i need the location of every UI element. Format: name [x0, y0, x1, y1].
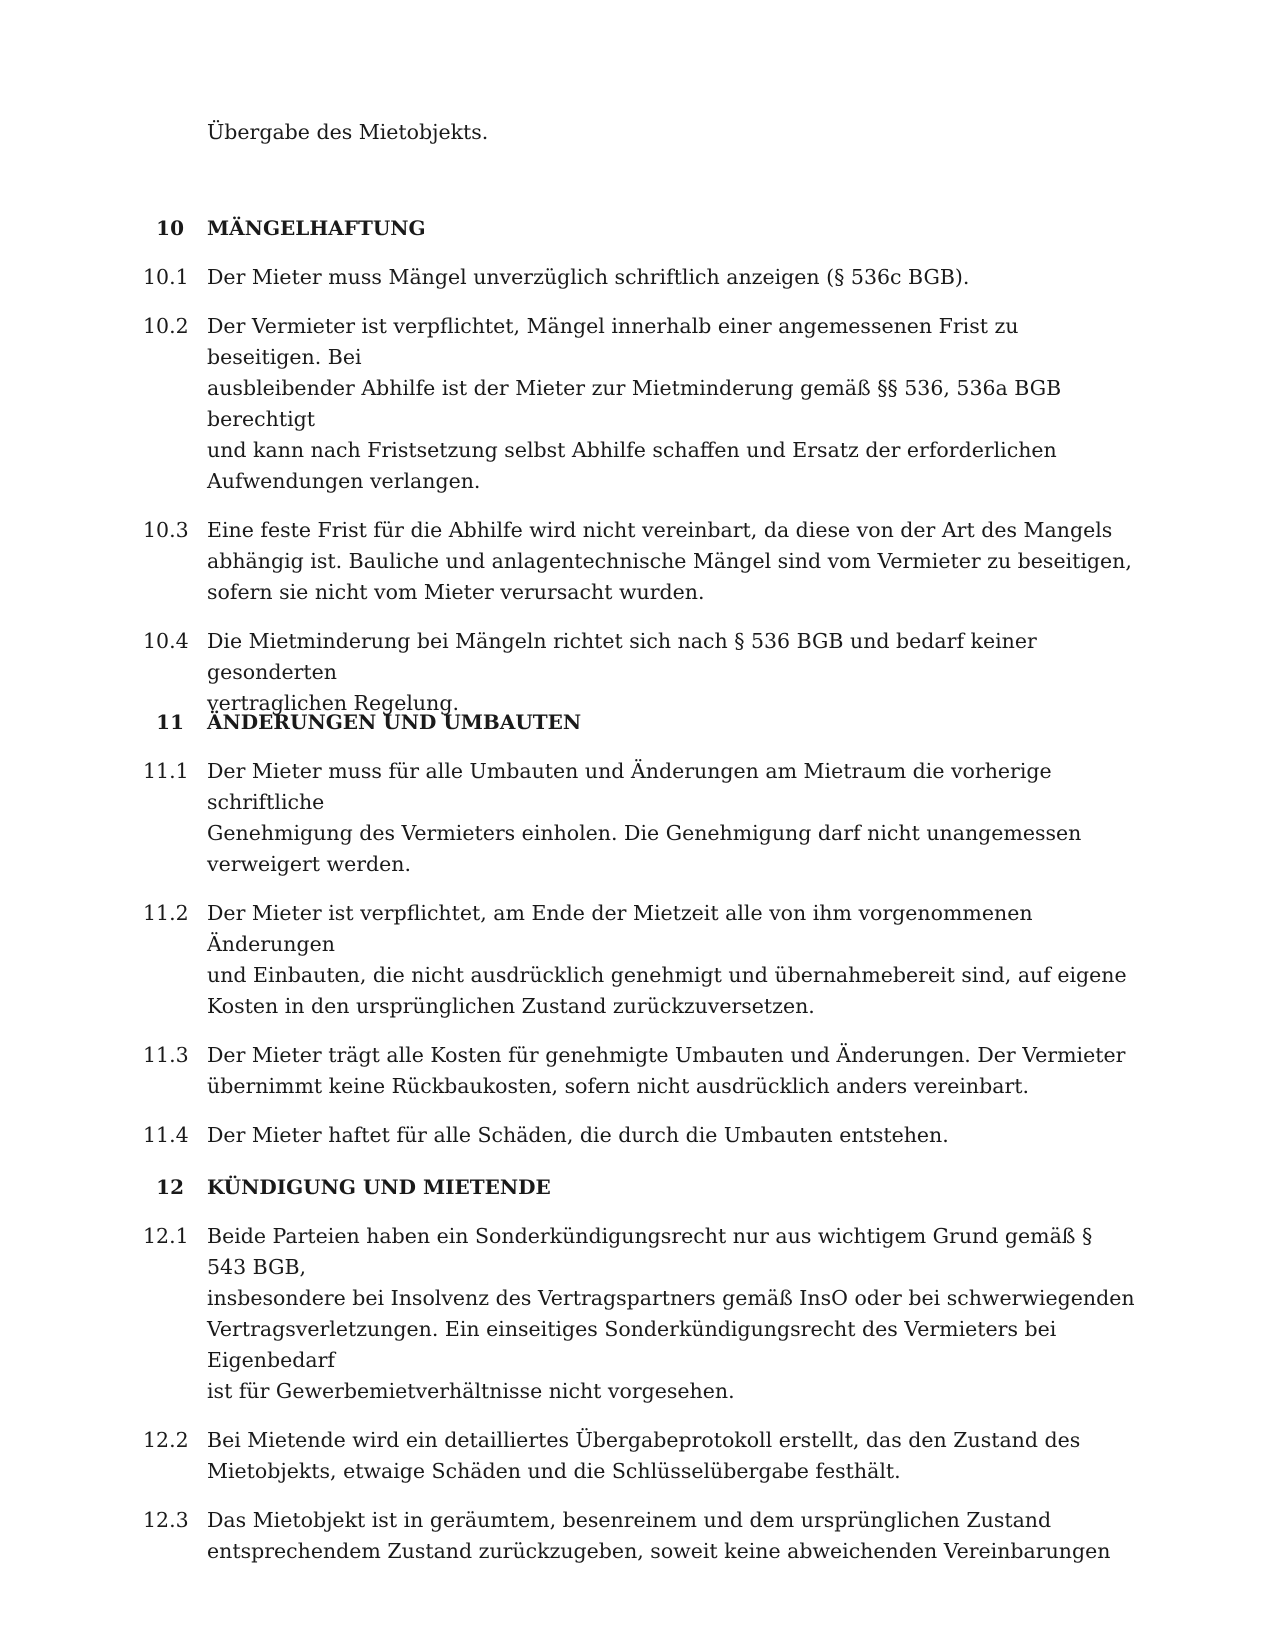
text-line: entsprechendem Zustand zurückzugeben, soweit keine abweichenden Vereinbarungen [207, 1539, 1111, 1563]
clause [0, 515, 1275, 608]
text-line: Genehmigung des Vermieters einholen. Die Genehmigung darf nicht unangemessen [207, 821, 1082, 845]
clause-text [207, 515, 1137, 608]
clause-text [207, 1505, 1137, 1567]
clause [0, 1221, 1275, 1407]
text-line: Der Mieter ist verpflichtet, am Ende der Mietzeit alle von ihm vorgenommenen Änderungen [207, 901, 1033, 956]
text-line: abhängig ist. Bauliche und anlagentechnische Mängel sind vom Vermieter zu beseitigen, [207, 549, 1132, 573]
section-11 [0, 707, 1275, 1151]
clause [0, 898, 1275, 1022]
text-line: Vertragsverletzungen. Ein einseitiges Sonderkündigungsrecht des Vermieters bei Eigenbedarf [207, 1317, 1057, 1372]
section-number: 12 [156, 1175, 184, 1199]
text-line: Der Mieter muss für alle Umbauten und Änderungen am Mietraum die vorherige schriftliche [207, 759, 1052, 814]
text-line: Beide Parteien haben ein Sonderkündigungsrecht nur aus wichtigem Grund gemäß § 543 BGB, [207, 1224, 1093, 1279]
clause [0, 626, 1275, 719]
text-line: insbesondere bei Insolvenz des Vertragspartners gemäß InsO oder bei schwerwiegenden [207, 1286, 1135, 1310]
clause-text [207, 1221, 1137, 1407]
clause-text [207, 1040, 1137, 1102]
clause-number: 10.4 [143, 629, 189, 653]
clause-number: 10.2 [143, 314, 189, 338]
clause [0, 1040, 1275, 1102]
clause-text [207, 1425, 1137, 1487]
section-10 [0, 213, 1275, 719]
clause-number: 12.2 [143, 1428, 189, 1452]
clause-text [207, 898, 1137, 1022]
text-line: übernimmt keine Rückbaukosten, sofern nicht ausdrücklich anders vereinbart. [207, 1074, 1029, 1098]
text-line: und kann nach Fristsetzung selbst Abhilfe schaffen und Ersatz der erforderlichen [207, 438, 1057, 462]
clause-text [207, 756, 1137, 880]
section-heading [0, 1172, 1275, 1203]
clause-number: 11.4 [143, 1123, 189, 1147]
text-line: Das Mietobjekt ist in geräumtem, besenreinem und dem ursprünglichen Zustand [207, 1508, 1052, 1532]
clause-number: 11.1 [143, 759, 189, 783]
clause-text [207, 626, 1137, 719]
section-12 [0, 1172, 1275, 1567]
text-line: verweigert werden. [207, 852, 412, 876]
text-line: Die Mietminderung bei Mängeln richtet sich nach § 536 BGB und bedarf keiner gesonderten [207, 629, 1037, 684]
continuation-text: Übergabe des Mietobjekts. [207, 120, 489, 144]
text-line: sofern sie nicht vom Mieter verursacht wurden. [207, 580, 705, 604]
text-line: Der Mieter trägt alle Kosten für genehmigte Umbauten und Änderungen. Der Vermieter [207, 1043, 1126, 1067]
text-line: Kosten in den ursprünglichen Zustand zurückzuversetzen. [207, 994, 815, 1018]
text-line: Eine feste Frist für die Abhilfe wird nicht vereinbart, da diese von der Art des Mangels [207, 518, 1113, 542]
clause-number: 10.1 [143, 265, 189, 289]
text-line: Aufwendungen verlangen. [207, 469, 481, 493]
clause [0, 311, 1275, 497]
clause-number: 12.1 [143, 1224, 189, 1248]
text-line: vertraglichen Regelung. [207, 691, 459, 715]
section-title: KÜNDIGUNG UND MIETENDE [207, 1175, 551, 1199]
clause [0, 1505, 1275, 1567]
clause [0, 1425, 1275, 1487]
text-line: ist für Gewerbemietverhältnisse nicht vorgesehen. [207, 1379, 735, 1403]
clause-number: 10.3 [143, 518, 189, 542]
section-heading [0, 707, 1275, 738]
clause-number: 11.2 [143, 901, 189, 925]
text-line: Mietobjekts, etwaige Schäden und die Schlüsselübergabe festhält. [207, 1459, 901, 1483]
text-line: Der Vermieter ist verpflichtet, Mängel innerhalb einer angemessenen Frist zu beseitigen. Bei [207, 314, 1019, 369]
clause [0, 756, 1275, 880]
clause [0, 262, 1275, 293]
clause-text [207, 311, 1137, 497]
clause [0, 1120, 1275, 1151]
text-line: Der Mieter muss Mängel unverzüglich schriftlich anzeigen (§ 536c BGB). [207, 265, 970, 289]
clause-text [207, 1120, 1137, 1151]
section-title: ÄNDERUNGEN UND UMBAUTEN [207, 710, 582, 734]
section-heading [0, 213, 1275, 244]
section-number: 11 [156, 710, 184, 734]
section-title: MÄNGELHAFTUNG [207, 216, 426, 240]
clause-number: 12.3 [143, 1508, 189, 1532]
text-line: und Einbauten, die nicht ausdrücklich genehmigt und übernahmebereit sind, auf eigene [207, 963, 1127, 987]
text-line: Der Mieter haftet für alle Schäden, die durch die Umbauten entstehen. [207, 1123, 949, 1147]
text-line: ausbleibender Abhilfe ist der Mieter zur Mietminderung gemäß §§ 536, 536a BGB berechtigt [207, 376, 1062, 431]
clause-number: 11.3 [143, 1043, 189, 1067]
text-line: Bei Mietende wird ein detailliertes Übergabeprotokoll erstellt, das den Zustand des [207, 1428, 1081, 1452]
clause-text [207, 262, 1137, 293]
section-number: 10 [156, 216, 184, 240]
